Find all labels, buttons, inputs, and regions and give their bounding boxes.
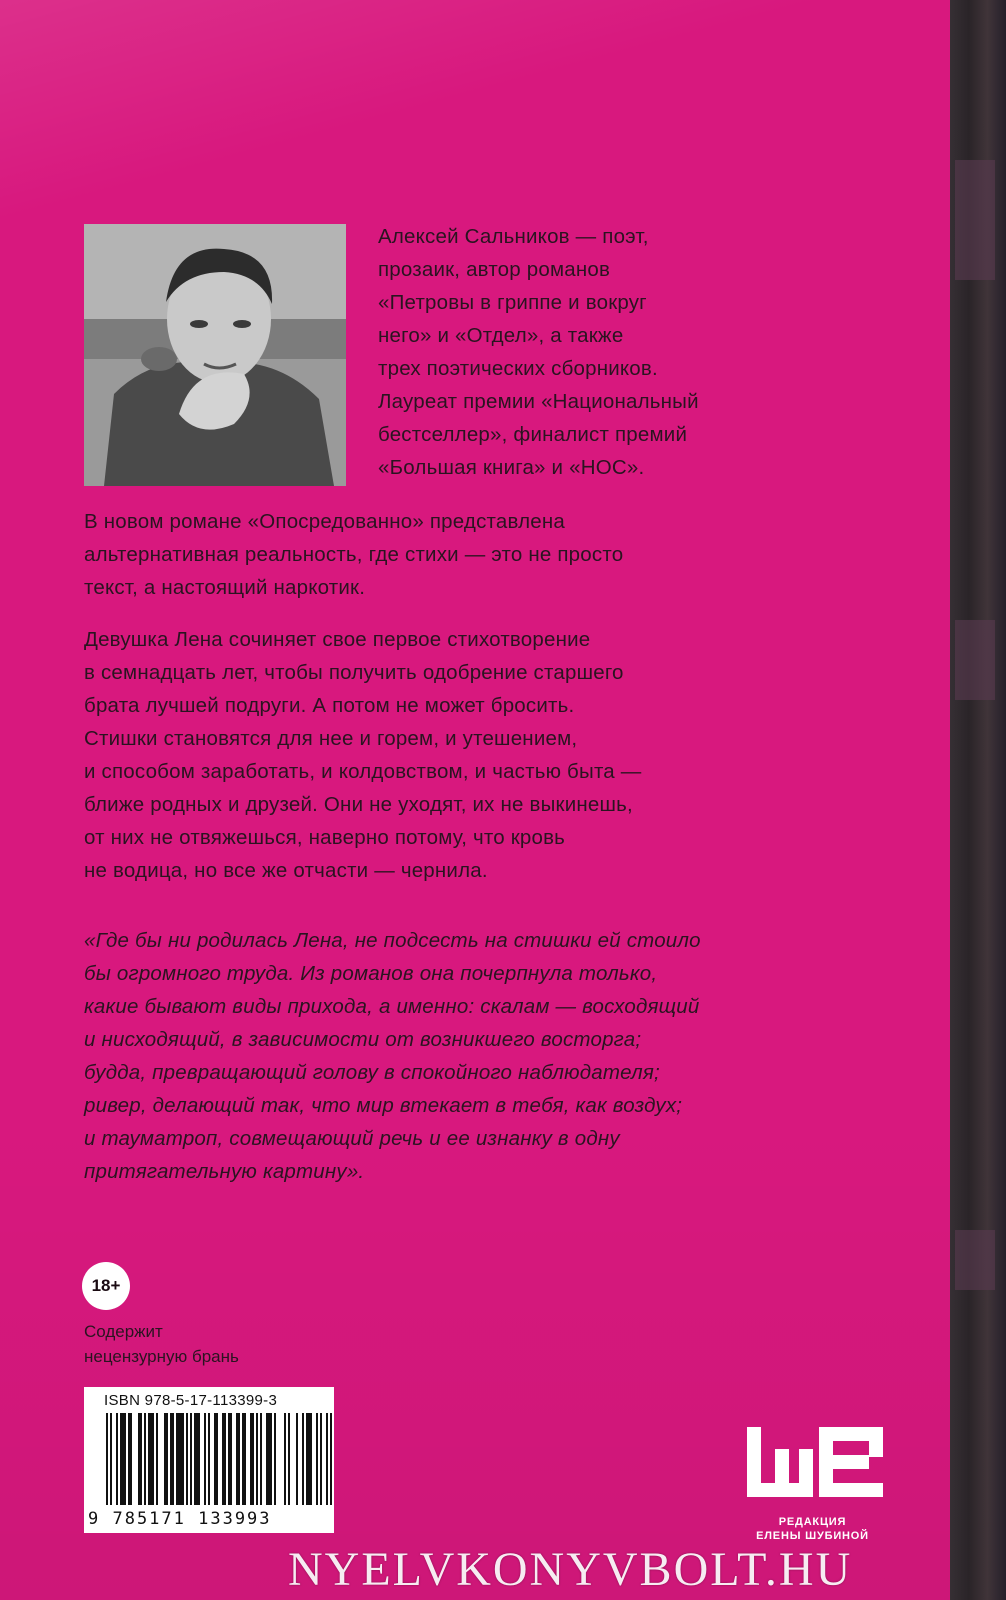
story-line: от них не отвяжешься, наверно потому, что кровь bbox=[84, 826, 566, 849]
barcode-digits: 9 785171 133993 bbox=[88, 1509, 272, 1529]
barcode-bar bbox=[164, 1413, 166, 1505]
barcode-bar bbox=[140, 1413, 142, 1505]
barcode-bar bbox=[172, 1413, 174, 1505]
excerpt-quote bbox=[84, 924, 904, 1188]
barcode-bar bbox=[124, 1413, 126, 1505]
quote-line: «Где бы ни родилась Лена, не подсесть на стишки ей стоило bbox=[84, 929, 701, 952]
quote-line: ривер, делающий так, что мир втекает в тебя, как воздух; bbox=[84, 1094, 683, 1117]
story-line: брата лучшей подруги. А потом не может бросить. bbox=[84, 694, 575, 717]
barcode-bar bbox=[204, 1413, 206, 1505]
warning-line: Содержит bbox=[84, 1322, 163, 1341]
barcode-bar bbox=[106, 1413, 108, 1505]
barcode-bar bbox=[236, 1413, 238, 1505]
barcode-bar bbox=[152, 1413, 154, 1505]
barcode-bar bbox=[116, 1413, 118, 1505]
barcode-bar bbox=[180, 1413, 182, 1505]
quote-line: притягательную картину». bbox=[84, 1160, 365, 1183]
bio-line: «Большая книга» и «НОС». bbox=[378, 456, 645, 479]
quote-line: какие бывают виды прихода, а именно: скалам — восходящий bbox=[84, 995, 700, 1018]
barcode-bar bbox=[198, 1413, 200, 1505]
barcode-bar bbox=[270, 1413, 272, 1505]
barcode-bar bbox=[138, 1413, 140, 1505]
quote-line: бы огромного труда. Из романов она почерпнула только, bbox=[84, 962, 658, 985]
barcode-bar bbox=[228, 1413, 230, 1505]
barcode-bar bbox=[256, 1413, 258, 1505]
barcode-bar bbox=[148, 1413, 150, 1505]
barcode-bar bbox=[238, 1413, 240, 1505]
bio-line: Алексей Сальников — поэт, bbox=[378, 225, 649, 248]
intro-line: В новом романе «Опосредованно» представлена bbox=[84, 510, 566, 533]
barcode-bar bbox=[242, 1413, 244, 1505]
barcode-bar bbox=[196, 1413, 198, 1505]
barcode-bar bbox=[182, 1413, 184, 1505]
story-line: и способом заработать, и колдовством, и частью быта — bbox=[84, 760, 642, 783]
barcode-bar bbox=[244, 1413, 246, 1505]
barcode-bar bbox=[308, 1413, 310, 1505]
intro-line: альтернативная реальность, где стихи — это не просто bbox=[84, 543, 624, 566]
barcode-bar bbox=[224, 1413, 226, 1505]
intro-paragraph bbox=[84, 505, 824, 604]
bio-line: Лауреат премии «Национальный bbox=[378, 390, 699, 413]
barcode-bar bbox=[266, 1413, 268, 1505]
barcode-bar bbox=[268, 1413, 270, 1505]
bio-line: прозаик, автор романов bbox=[378, 258, 611, 281]
barcode-bar bbox=[178, 1413, 180, 1505]
barcode-bar bbox=[310, 1413, 312, 1505]
barcode-bar bbox=[284, 1413, 286, 1505]
bio-line: него» и «Отдел», а также bbox=[378, 324, 624, 347]
imprint-line: РЕДАКЦИЯ bbox=[778, 1516, 847, 1528]
barcode-bar bbox=[166, 1413, 168, 1505]
barcode-bar bbox=[144, 1413, 146, 1505]
story-line: не водица, но все же отчасти — чернила. bbox=[84, 859, 488, 882]
story-line: Девушка Лена сочиняет свое первое стихотворение bbox=[84, 628, 591, 651]
barcode-bar bbox=[274, 1413, 276, 1505]
watermark: NYELVKONYVBOLT.HU bbox=[288, 1543, 853, 1596]
barcode-bar bbox=[296, 1413, 298, 1505]
story-line: Стишки становятся для нее и горем, и утешением, bbox=[84, 727, 578, 750]
bio-line: трех поэтических сборников. bbox=[378, 357, 658, 380]
barcode-bar bbox=[170, 1413, 172, 1505]
barcode-bar bbox=[110, 1413, 112, 1505]
barcode-bar bbox=[222, 1413, 224, 1505]
barcode-bar bbox=[250, 1413, 252, 1505]
quote-line: и тауматроп, совмещающий речь и ее изнанку в одну bbox=[84, 1127, 620, 1150]
barcode-bar bbox=[320, 1413, 322, 1505]
story-line: в семнадцать лет, чтобы получить одобрение старшего bbox=[84, 661, 624, 684]
barcode-bar bbox=[186, 1413, 188, 1505]
barcode-bar bbox=[316, 1413, 318, 1505]
author-bio bbox=[378, 220, 818, 484]
barcode-bar bbox=[122, 1413, 124, 1505]
quote-line: будда, превращающий голову в спокойного наблюдателя; bbox=[84, 1061, 660, 1084]
barcode-bar bbox=[302, 1413, 304, 1505]
barcode-bar bbox=[214, 1413, 216, 1505]
barcode-bar bbox=[216, 1413, 218, 1505]
intro-line: текст, а настоящий наркотик. bbox=[84, 576, 366, 599]
barcode-bar bbox=[120, 1413, 122, 1505]
author-photo bbox=[84, 224, 346, 486]
story-line: ближе родных и друзей. Они не уходят, их не выкинешь, bbox=[84, 793, 633, 816]
barcode-bar bbox=[330, 1413, 332, 1505]
spine-pattern bbox=[955, 160, 995, 280]
spine-pattern bbox=[955, 1230, 995, 1290]
barcode-bar bbox=[156, 1413, 158, 1505]
barcode-bar bbox=[326, 1413, 328, 1505]
barcode-bar bbox=[288, 1413, 290, 1505]
bio-line: бестселлер», финалист премий bbox=[378, 423, 688, 446]
barcode-bar bbox=[306, 1413, 308, 1505]
story-paragraph bbox=[84, 623, 824, 887]
barcode-bar bbox=[190, 1413, 192, 1505]
content-warning bbox=[84, 1319, 344, 1369]
publisher-logo bbox=[745, 1425, 885, 1515]
bio-line: «Петровы в гриппе и вокруг bbox=[378, 291, 647, 314]
barcode-bar bbox=[230, 1413, 232, 1505]
spine-pattern bbox=[955, 620, 995, 700]
barcode-label bbox=[84, 1387, 334, 1533]
barcode-bar bbox=[150, 1413, 152, 1505]
barcode-bar bbox=[208, 1413, 210, 1505]
barcode-bar bbox=[128, 1413, 130, 1505]
quote-line: и нисходящий, в зависимости от возникшего восторга; bbox=[84, 1028, 642, 1051]
barcode-bar bbox=[260, 1413, 262, 1505]
isbn-text: ISBN 978-5-17-113399-3 bbox=[104, 1392, 278, 1409]
publisher-imprint bbox=[720, 1515, 905, 1543]
imprint-line: ЕЛЕНЫ ШУБИНОЙ bbox=[756, 1530, 869, 1542]
barcode-bar bbox=[194, 1413, 196, 1505]
barcode-bar bbox=[252, 1413, 254, 1505]
age-rating-badge: 18+ bbox=[82, 1262, 130, 1310]
barcode-bar bbox=[130, 1413, 132, 1505]
warning-line: нецензурную брань bbox=[84, 1347, 239, 1366]
barcode-bar bbox=[176, 1413, 178, 1505]
